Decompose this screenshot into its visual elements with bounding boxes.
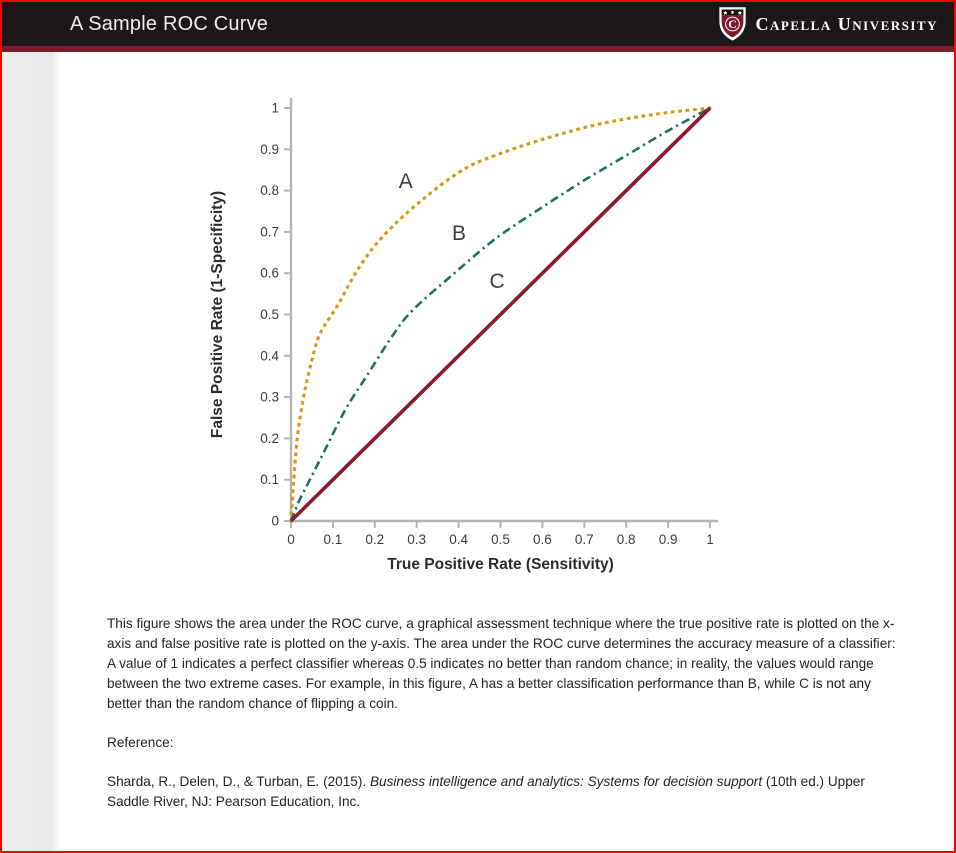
x-tick-label: 0.1 <box>323 532 343 547</box>
series-label-B: B <box>452 222 467 246</box>
text-block <box>107 614 899 831</box>
x-tick-label: 0.8 <box>616 532 636 547</box>
x-tick-label: 0.6 <box>533 532 552 547</box>
citation-title-italic: Business intelligence and analytics: Systems for decision support <box>369 774 763 789</box>
x-tick-label: 0.4 <box>449 532 468 547</box>
series-label-C: C <box>489 270 505 294</box>
y-tick-label: 0.3 <box>260 389 279 405</box>
capella-shield-icon <box>718 6 747 42</box>
series-curve-C <box>291 108 710 521</box>
citation-prefix: Sharda, R., Delen, D., & Turban, E. (2015). <box>107 774 370 789</box>
x-tick-label: 0.9 <box>658 532 678 547</box>
capella-logo[interactable] <box>718 6 938 42</box>
shield-letter: C <box>727 18 737 32</box>
header <box>2 2 954 46</box>
figure-caption: This figure shows the area under the ROC curve, a graphical assessment technique where the true positive rate is plotted on the x-axis and false positive rate is plotted on the y-axis. The area under the ROC curve determines the accuracy measure of a classifier: A value of 1 indicates a perfect classifier whereas 0.5 indicates no better than random chance; in reality, the values would range between the two extreme cases. For example, in this figure, A has a better classification performance than B, while C is not any better than the random chance of flipping a coin. <box>107 616 896 711</box>
content-area <box>2 52 954 851</box>
roc-chart <box>200 85 740 605</box>
y-tick-label: 0.4 <box>260 348 279 364</box>
left-gradient-band <box>2 52 62 851</box>
x-tick-label: 1 <box>706 532 714 547</box>
y-tick-label: 0.7 <box>260 224 279 240</box>
y-tick-label: 0.2 <box>260 430 279 446</box>
y-tick-label: 0.8 <box>260 183 279 199</box>
page-title: A Sample ROC Curve <box>70 12 269 35</box>
x-tick-label: 0 <box>287 532 295 547</box>
y-axis-title: False Positive Rate (1-Specificity) <box>209 190 226 439</box>
logo-text: Capella University <box>755 13 938 34</box>
citation <box>107 772 899 812</box>
reference-label: Reference: <box>107 735 174 750</box>
x-tick-label: 0.7 <box>574 532 594 547</box>
x-axis-title: True Positive Rate (Sensitivity) <box>387 556 614 573</box>
x-tick-label: 0.5 <box>491 532 510 547</box>
y-tick-label: 0.5 <box>260 307 279 322</box>
y-tick-label: 0.1 <box>260 472 279 488</box>
x-tick-label: 0.3 <box>407 532 427 547</box>
x-tick-label: 0.2 <box>365 532 385 547</box>
y-tick-label: 0.6 <box>260 265 279 281</box>
y-tick-label: 0.9 <box>260 141 279 157</box>
series-label-A: A <box>398 170 413 194</box>
citation-suffix: (10th ed.) Upper Saddle River, NJ: Pearson Education, Inc. <box>107 774 865 809</box>
y-tick-label: 1 <box>271 100 279 116</box>
y-tick-label: 0 <box>271 513 279 529</box>
